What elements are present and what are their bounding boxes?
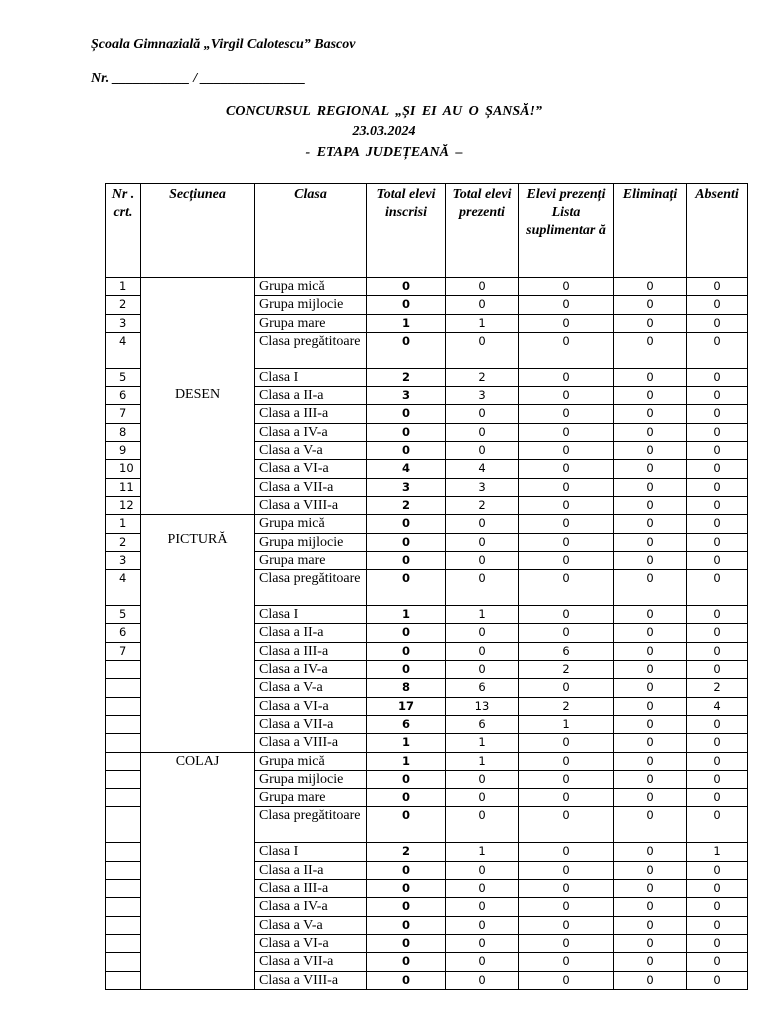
enrolled-count: 0 [367, 898, 446, 916]
row-number [106, 898, 141, 916]
supplementary-count: 0 [519, 278, 614, 296]
supplementary-count: 0 [519, 861, 614, 879]
absent-count: 0 [687, 387, 748, 405]
section-label: DESEN [174, 387, 221, 402]
present-count: 0 [446, 570, 519, 606]
eliminated-count: 0 [614, 807, 687, 843]
present-count: 0 [446, 405, 519, 423]
class-name: Clasa pregătitoare [255, 332, 367, 368]
absent-count: 0 [687, 898, 748, 916]
present-count: 0 [446, 770, 519, 788]
enrolled-count: 0 [367, 971, 446, 989]
present-count: 0 [446, 807, 519, 843]
eliminated-count: 0 [614, 368, 687, 386]
absent-count: 0 [687, 515, 748, 533]
class-name: Clasa a V-a [255, 679, 367, 697]
eliminated-count: 0 [614, 387, 687, 405]
row-number: 1 [106, 278, 141, 296]
present-count: 0 [446, 515, 519, 533]
supplementary-count: 0 [519, 515, 614, 533]
absent-count: 1 [687, 843, 748, 861]
present-count: 3 [446, 478, 519, 496]
enrolled-count: 0 [367, 515, 446, 533]
row-number: 8 [106, 423, 141, 441]
present-count: 6 [446, 679, 519, 697]
enrolled-count: 0 [367, 770, 446, 788]
supplementary-count: 0 [519, 533, 614, 551]
enrolled-count: 0 [367, 880, 446, 898]
supplementary-count: 0 [519, 551, 614, 569]
class-name: Grupa mijlocie [255, 770, 367, 788]
supplementary-count: 0 [519, 460, 614, 478]
absent-count: 0 [687, 405, 748, 423]
absent-count: 0 [687, 880, 748, 898]
class-name: Clasa a VIII-a [255, 971, 367, 989]
enrolled-count: 0 [367, 332, 446, 368]
absent-count: 0 [687, 368, 748, 386]
row-number: 10 [106, 460, 141, 478]
enrolled-count: 0 [367, 423, 446, 441]
supplementary-count: 0 [519, 442, 614, 460]
absent-count: 0 [687, 423, 748, 441]
eliminated-count: 0 [614, 661, 687, 679]
absent-count: 0 [687, 807, 748, 843]
supplementary-count: 0 [519, 898, 614, 916]
supplementary-count: 0 [519, 807, 614, 843]
absent-count: 0 [687, 442, 748, 460]
class-name: Grupa mare [255, 789, 367, 807]
absent-count: 0 [687, 861, 748, 879]
class-name: Clasa a VI-a [255, 934, 367, 952]
row-number [106, 752, 141, 770]
class-name: Clasa a IV-a [255, 661, 367, 679]
supplementary-count: 0 [519, 368, 614, 386]
absent-count: 0 [687, 570, 748, 606]
row-number: 1 [106, 515, 141, 533]
supplementary-count: 0 [519, 570, 614, 606]
row-number [106, 697, 141, 715]
row-number: 6 [106, 624, 141, 642]
eliminated-count: 0 [614, 332, 687, 368]
present-count: 0 [446, 533, 519, 551]
enrolled-count: 1 [367, 734, 446, 752]
row-number [106, 971, 141, 989]
present-count: 0 [446, 642, 519, 660]
row-number: 3 [106, 314, 141, 332]
supplementary-count: 0 [519, 971, 614, 989]
absent-count: 0 [687, 752, 748, 770]
enrolled-count: 0 [367, 551, 446, 569]
absent-count: 0 [687, 624, 748, 642]
present-count: 1 [446, 734, 519, 752]
eliminated-count: 0 [614, 916, 687, 934]
row-number: 5 [106, 606, 141, 624]
supplementary-count: 1 [519, 715, 614, 733]
absent-count: 0 [687, 496, 748, 514]
enrolled-count: 0 [367, 533, 446, 551]
present-count: 0 [446, 861, 519, 879]
enrolled-count: 2 [367, 368, 446, 386]
section-name [141, 752, 255, 989]
class-name: Clasa a VI-a [255, 460, 367, 478]
enrolled-count: 0 [367, 807, 446, 843]
absent-count: 0 [687, 642, 748, 660]
row-number: 9 [106, 442, 141, 460]
eliminated-count: 0 [614, 405, 687, 423]
present-count: 0 [446, 934, 519, 952]
class-name: Clasa a V-a [255, 916, 367, 934]
class-name: Clasa a III-a [255, 642, 367, 660]
row-number [106, 807, 141, 843]
school-name: Școala Gimnazială „Virgil Calotescu” Bascov [91, 37, 356, 52]
absent-count: 0 [687, 478, 748, 496]
absent-count: 0 [687, 971, 748, 989]
supplementary-count: 0 [519, 880, 614, 898]
row-number [106, 861, 141, 879]
eliminated-count: 0 [614, 861, 687, 879]
eliminated-count: 0 [614, 679, 687, 697]
supplementary-count: 0 [519, 606, 614, 624]
enrolled-count: 3 [367, 387, 446, 405]
class-name: Grupa mică [255, 278, 367, 296]
col-header-nr: Nr . crt. [106, 184, 141, 278]
present-count: 0 [446, 423, 519, 441]
present-count: 4 [446, 460, 519, 478]
section-name [141, 278, 255, 515]
present-count: 0 [446, 880, 519, 898]
row-number: 7 [106, 405, 141, 423]
enrolled-count: 0 [367, 916, 446, 934]
enrolled-count: 0 [367, 661, 446, 679]
eliminated-count: 0 [614, 515, 687, 533]
section-name [141, 515, 255, 752]
class-name: Clasa I [255, 368, 367, 386]
eliminated-count: 0 [614, 570, 687, 606]
eliminated-count: 0 [614, 697, 687, 715]
absent-count: 0 [687, 916, 748, 934]
enrolled-count: 0 [367, 278, 446, 296]
registration-number-line: Nr. ___________ / _______________ [91, 71, 306, 86]
present-count: 13 [446, 697, 519, 715]
eliminated-count: 0 [614, 606, 687, 624]
supplementary-count: 0 [519, 770, 614, 788]
row-number [106, 715, 141, 733]
supplementary-count: 0 [519, 423, 614, 441]
eliminated-count: 0 [614, 843, 687, 861]
present-count: 1 [446, 314, 519, 332]
eliminated-count: 0 [614, 934, 687, 952]
enrolled-count: 1 [367, 314, 446, 332]
present-count: 2 [446, 368, 519, 386]
table-row [106, 515, 748, 533]
absent-count: 0 [687, 533, 748, 551]
eliminated-count: 0 [614, 423, 687, 441]
present-count: 0 [446, 953, 519, 971]
enrolled-count: 1 [367, 752, 446, 770]
col-header-eliminated: Eliminați [614, 184, 687, 278]
absent-count: 0 [687, 278, 748, 296]
supplementary-count: 0 [519, 679, 614, 697]
eliminated-count: 0 [614, 533, 687, 551]
class-name: Clasa a VII-a [255, 478, 367, 496]
supplementary-count: 0 [519, 496, 614, 514]
class-name: Clasa pregătitoare [255, 807, 367, 843]
absent-count: 0 [687, 460, 748, 478]
row-number [106, 880, 141, 898]
enrolled-count: 0 [367, 642, 446, 660]
eliminated-count: 0 [614, 880, 687, 898]
enrolled-count: 2 [367, 496, 446, 514]
col-header-enrolled: Total elevi inscrisi [367, 184, 446, 278]
absent-count: 0 [687, 734, 748, 752]
supplementary-count: 0 [519, 296, 614, 314]
present-count: 0 [446, 551, 519, 569]
row-number: 3 [106, 551, 141, 569]
present-count: 0 [446, 971, 519, 989]
absent-count: 2 [687, 679, 748, 697]
class-name: Clasa a IV-a [255, 423, 367, 441]
contest-title: CONCURSUL REGIONAL „ȘI EI AU O ȘANSĂ!” [226, 104, 542, 119]
enrolled-count: 0 [367, 934, 446, 952]
present-count: 0 [446, 898, 519, 916]
eliminated-count: 0 [614, 460, 687, 478]
row-number [106, 843, 141, 861]
eliminated-count: 0 [614, 314, 687, 332]
eliminated-count: 0 [614, 715, 687, 733]
col-header-supplementary: Elevi prezenți Lista suplimentar ă [519, 184, 614, 278]
row-number [106, 679, 141, 697]
table-row [106, 752, 748, 770]
present-count: 0 [446, 916, 519, 934]
enrolled-count: 0 [367, 861, 446, 879]
class-name: Clasa pregătitoare [255, 570, 367, 606]
supplementary-count: 0 [519, 752, 614, 770]
present-count: 0 [446, 332, 519, 368]
class-name: Grupa mijlocie [255, 533, 367, 551]
class-name: Grupa mijlocie [255, 296, 367, 314]
enrolled-count: 8 [367, 679, 446, 697]
class-name: Clasa a II-a [255, 387, 367, 405]
row-number: 7 [106, 642, 141, 660]
supplementary-count: 0 [519, 314, 614, 332]
enrolled-count: 0 [367, 405, 446, 423]
section-label: PICTURĂ [167, 532, 228, 548]
absent-count: 0 [687, 770, 748, 788]
enrolled-count: 0 [367, 624, 446, 642]
col-header-absent: Absenti [687, 184, 748, 278]
class-name: Clasa a VI-a [255, 697, 367, 715]
eliminated-count: 0 [614, 752, 687, 770]
class-name: Clasa a II-a [255, 624, 367, 642]
supplementary-count: 0 [519, 734, 614, 752]
row-number: 12 [106, 496, 141, 514]
table-row [106, 278, 748, 296]
enrolled-count: 0 [367, 789, 446, 807]
supplementary-count: 0 [519, 934, 614, 952]
absent-count: 0 [687, 789, 748, 807]
row-number [106, 934, 141, 952]
absent-count: 0 [687, 314, 748, 332]
enrolled-count: 6 [367, 715, 446, 733]
enrolled-count: 1 [367, 606, 446, 624]
present-count: 0 [446, 442, 519, 460]
supplementary-count: 0 [519, 478, 614, 496]
class-name: Grupa mare [255, 314, 367, 332]
absent-count: 4 [687, 697, 748, 715]
class-name: Clasa a VII-a [255, 715, 367, 733]
row-number: 2 [106, 533, 141, 551]
eliminated-count: 0 [614, 898, 687, 916]
class-name: Clasa a VIII-a [255, 734, 367, 752]
eliminated-count: 0 [614, 478, 687, 496]
enrolled-count: 0 [367, 570, 446, 606]
eliminated-count: 0 [614, 789, 687, 807]
present-count: 3 [446, 387, 519, 405]
class-name: Clasa I [255, 843, 367, 861]
class-name: Grupa mică [255, 752, 367, 770]
eliminated-count: 0 [614, 734, 687, 752]
enrolled-count: 0 [367, 296, 446, 314]
contest-stage: - ETAPA JUDEȚEANĂ – [305, 145, 463, 160]
row-number: 11 [106, 478, 141, 496]
absent-count: 0 [687, 551, 748, 569]
present-count: 1 [446, 752, 519, 770]
row-number [106, 953, 141, 971]
class-name: Clasa a III-a [255, 405, 367, 423]
present-count: 0 [446, 278, 519, 296]
present-count: 0 [446, 661, 519, 679]
supplementary-count: 0 [519, 953, 614, 971]
eliminated-count: 0 [614, 442, 687, 460]
row-number [106, 661, 141, 679]
supplementary-count: 0 [519, 624, 614, 642]
col-header-section: Secțiunea [141, 184, 255, 278]
table-header-row [106, 184, 748, 278]
enrolled-count: 3 [367, 478, 446, 496]
absent-count: 0 [687, 934, 748, 952]
present-count: 2 [446, 496, 519, 514]
absent-count: 0 [687, 296, 748, 314]
class-name: Grupa mică [255, 515, 367, 533]
class-name: Clasa a VII-a [255, 953, 367, 971]
supplementary-count: 0 [519, 789, 614, 807]
eliminated-count: 0 [614, 953, 687, 971]
results-table [105, 183, 748, 990]
row-number: 4 [106, 570, 141, 606]
supplementary-count: 0 [519, 387, 614, 405]
row-number [106, 789, 141, 807]
eliminated-count: 0 [614, 624, 687, 642]
absent-count: 0 [687, 332, 748, 368]
present-count: 0 [446, 296, 519, 314]
absent-count: 0 [687, 715, 748, 733]
present-count: 0 [446, 624, 519, 642]
enrolled-count: 0 [367, 442, 446, 460]
enrolled-count: 2 [367, 843, 446, 861]
present-count: 0 [446, 789, 519, 807]
row-number: 5 [106, 368, 141, 386]
present-count: 6 [446, 715, 519, 733]
present-count: 1 [446, 606, 519, 624]
absent-count: 0 [687, 661, 748, 679]
class-name: Clasa a III-a [255, 880, 367, 898]
enrolled-count: 4 [367, 460, 446, 478]
absent-count: 0 [687, 953, 748, 971]
row-number [106, 734, 141, 752]
class-name: Clasa a VIII-a [255, 496, 367, 514]
eliminated-count: 0 [614, 551, 687, 569]
supplementary-count: 2 [519, 697, 614, 715]
eliminated-count: 0 [614, 296, 687, 314]
row-number: 6 [106, 387, 141, 405]
enrolled-count: 0 [367, 953, 446, 971]
present-count: 1 [446, 843, 519, 861]
supplementary-count: 0 [519, 916, 614, 934]
row-number: 4 [106, 332, 141, 368]
col-header-present: Total elevi prezenti [446, 184, 519, 278]
supplementary-count: 0 [519, 843, 614, 861]
row-number [106, 916, 141, 934]
supplementary-count: 6 [519, 642, 614, 660]
supplementary-count: 0 [519, 332, 614, 368]
section-label: COLAJ [175, 753, 220, 769]
supplementary-count: 0 [519, 405, 614, 423]
absent-count: 0 [687, 606, 748, 624]
eliminated-count: 0 [614, 971, 687, 989]
class-name: Grupa mare [255, 551, 367, 569]
table-body [106, 278, 748, 990]
eliminated-count: 0 [614, 278, 687, 296]
row-number: 2 [106, 296, 141, 314]
col-header-class: Clasa [255, 184, 367, 278]
class-name: Clasa a IV-a [255, 898, 367, 916]
class-name: Clasa a V-a [255, 442, 367, 460]
contest-date: 23.03.2024 [352, 124, 416, 139]
row-number [106, 770, 141, 788]
class-name: Clasa I [255, 606, 367, 624]
supplementary-count: 2 [519, 661, 614, 679]
eliminated-count: 0 [614, 770, 687, 788]
eliminated-count: 0 [614, 496, 687, 514]
class-name: Clasa a II-a [255, 861, 367, 879]
enrolled-count: 17 [367, 697, 446, 715]
eliminated-count: 0 [614, 642, 687, 660]
